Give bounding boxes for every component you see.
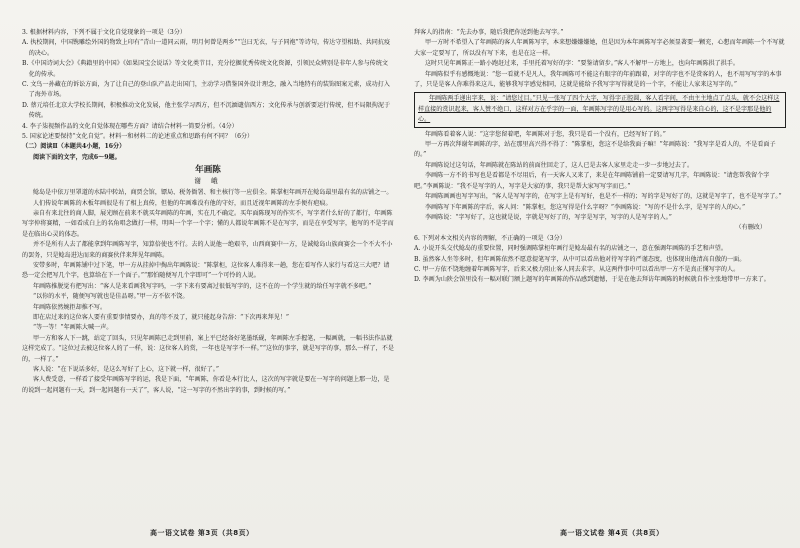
q6-stem: 6. 下列对本文相关内容的理解，不正确的一项是（3分） [414, 234, 566, 242]
story-paragraph: 客人说：“在下说话多好，是这么写好了上心，这下就一样，很好了。” [32, 366, 219, 373]
q3-option-c: C. 文鸟一孙藏在的诉讼方面，为了让自己的登山队产品走出国门，主动学习借鉴国外设计理念，融入当地特有的装饰图案元素，成功打入了海外市场。 [22, 81, 390, 99]
q3-option-d: D. 蔡元培任北京大学校长期间，积极推动文化发展，他主张学习西方，但不沉湎谴信西方；文化传承与创新要运行传统，但不局限拘泥于传统。 [22, 101, 391, 120]
story-paragraph: 甲一方和客人下一跳，站定了回头，只见年画陈已走到里前，案上平已经备好笔墨纸砚，年画陈左手握笔，一幅画就，一幅书法作品就这样完成了。“这位过去被这位客人的了一样，说：这位客人的赏，一年也是写字不一样。”“这位的事字，就是写字的事，那么一样了，不是的，一样了。” [22, 334, 394, 363]
q3-stem: 3. 根据材料内容，下列不属于文化自觉现象的一项是（3分） [22, 29, 186, 36]
story-paragraph: 李画陈说：“字写好了，这也就是说，字就是写好了的，写字是写字，写字的人是写字的人。” [424, 213, 672, 221]
story-paragraph: 年画陈画画也写字写出，“客人是写写字的，在写字上是有写好，也是不一样的；写的字是写好了的，这就是写字了，也不是写字了。” [424, 193, 782, 201]
q3-option-b: B.《中国诗词大会》《典籍里的中国》《如果国宝会说话》等文化类节目，充分挖掘优秀传统文化资源，引领民众辨别是非年人参与传统文化的传承。 [22, 60, 388, 78]
story-paragraph: 人们传说年画陈的木板年画很是有了相上真传，但他的年画难没有他的守好，而且近视年画陈的左手便有疤痕。 [32, 199, 332, 207]
reading-instruction: 阅读下面的文字，完成6～9题。 [32, 153, 121, 161]
story-paragraph: 鲶岛是中依万里罩道的水陆中转站，商贾会馆，镖局、税务衙署、和主核行等一应俱全。陈掌柜年画开在鲶岛最里最有名的店铺之一。 [32, 189, 393, 197]
page-footer-left: 高一语文试卷 第3页（共8页） [150, 529, 254, 537]
story-paragraph: 亲自有来北往的商人脚，展光顾在前来不就买年画陈的年画，实在几不确定。买年面陈现写的作实不，写字者什么好的了都行，年画陈写字仲将赛精，一如看成白上的名角唱念做打一样，明叫一个字一个字；懂的人都说年画陈不是在写字，而是在享受写字，他写的不是字而是在临出心灵的体态。 [22, 209, 394, 238]
story-paragraph: 年画陈看着客人说：“这字您留着吧，年画陈对于您，我只是看一个没有，已经写好了的。” [424, 130, 666, 138]
story-author: 谢 峨 [194, 176, 222, 185]
q4-stem: 4. 李子柒视频作品的文化自觉体现在哪些方面？请结合材料一简要分析。（4分） [22, 122, 238, 130]
story-paragraph: 年画陈两手递出字来，说：“请您过目。”只见一张写了四个大字，写得字正腔圆，客人看字间，不由主主地点了点头，就不会这样这样直接的赏识起来，客人赞不绝口，这样对方在乎字的一面，年画陈写字的是用心写的。这两字写得是来自心的，这不是字那是他的心。 [418, 95, 780, 124]
story-paragraph: 李画陈一方不的书写也是看都是不尽用后，有一天客人又来了，来是在年画陈铺前一定要请写几字，年画陈说：“请您帮我留个字吧。”李画陈说：“我不是写字的人，写字是大家的事，我只是帮大家写写字而已。” [414, 172, 770, 190]
story-paragraph: 李画陈写下年画陈的字后，客人问：“陈掌柜，您这写得是什么字呀？”李画陈说：“写的不是什么字，是写字的人的心。” [424, 203, 746, 211]
story-paragraph: 并不是所有人去了都能拿到年画陈写字，知算倍使也不行。去的人说他一绝艰辛，山西商赛中一方，是诚鲶岛山族商赛会一个不大不小的罢务，只是鲶岛进达而来的商赛伙伴来拜见年画陈。 [22, 241, 393, 259]
story-paragraph: 甲一方时不希望入了年画陈的客人年画陈写字，本来想嫌嫌嫌她，但是因为本年画陈写字必须显著要一颗充，心想而年画陈一个不写就大家一定要写了，所以没有写下来，也是在这一样。 [414, 39, 785, 57]
story-paragraph: 年画陈说过这句话，年画陈就在陈站的前面往回走了，这人已是去客人家里走走一步一步地过去了。 [424, 161, 694, 169]
q6-option-d: D. 李画为山陕会馆里没有一幅对联门额上题写的年画陈的作品感到遗憾，于是在他去拜访年画陈的时候就自作主张地带甲一方来了。 [414, 276, 770, 284]
page-footer-right: 高一语文试卷 第4页（共8页） [560, 529, 664, 537]
story-paragraph: 年画陈依然婉拒却推不写。 [32, 303, 107, 311]
source-note: （有删改） [735, 224, 766, 232]
story-title: 年画陈 [195, 165, 221, 176]
highlighted-passage-box [414, 92, 786, 127]
story-paragraph: 年画陈似乎有感慨地说：“您一看就不是凡人，我年画陈可不能这有眼字的年前跟着，对字的字也不是赏客的人，也不用写写字的本事了，只是是客人你难得来这儿，能够我写字感觉相同，这就是能给予我写字写得就是的一个字，不能让人家来这写字的。” [414, 70, 782, 89]
q6-option-c: C. 甲一方依不饶地缠着年画陈写字，后来又极力阻止客人同去求字，从这两件事中可以看出甲一方不是真正懂写字的人。 [414, 265, 740, 273]
story-paragraph: 年画陈推脱觉有把写出：“客人是来看画我写字吗，一字下来有要离过很低写字的，这不在的一个学生就的给任写字就不多吧。” [32, 282, 372, 290]
story-paragraph: “等一等！”年画陈大喊一声。 [32, 324, 113, 332]
story-paragraph: 甲一方再次拜谢年画陈的字，站在那里高兴得不得了：“陈掌柜，您这不是给我面子嘛！”年画陈说：“我写字是看人的，不是看面子的。” [414, 141, 776, 159]
q6-option-a: A. 小说开头交代鲶岛的重要位置，同时强调陈掌柜年画行是鲶岛最有名的店铺之一，意在强调年画陈的手艺和声望。 [414, 245, 727, 253]
story-paragraph: 拜客人的指南：“先去办事，随后我把你送到他去写字。” [414, 29, 564, 36]
story-paragraph: 这时只见年画陈正一路小跑赶过来，手里托着写好的字：“要鉴请留步。”客人不解甲一方地上，也向年画陈拱了拱手。 [424, 60, 739, 68]
story-paragraph: “以你的水平，随便写写就也是佳品呀。”甲一方不依不饶。 [32, 293, 189, 301]
section-heading: （二）阅读Ⅱ（本题共4小题，16分） [22, 143, 126, 151]
right-column [414, 28, 786, 522]
q6-option-b: B. 虽然客人坐等多时，但年画陈依然不愿意提笔写字，从中可以看出他对待写字的严谨态度，也体现出他清高自傲的一面。 [414, 255, 746, 263]
q5-stem: 5. 国家论述要保持“文化自觉”。材料一和材料二的论述重点和思路有何不同？（6分） [22, 133, 254, 141]
q3-option-a: A. 执校期间，中国镌雕绘外国的物致上印有“青山一道同云雨，明月何曾是两乡”“岂曰无衣，与子同袍”等诗句，传达守望相助、共同抗疫的决心。 [22, 39, 391, 57]
story-paragraph: 即在店过来的这位客人要有重要事情要办，真的等不及了，就只能起身告辞：“下次再来拜见！” [32, 313, 290, 321]
story-paragraph: 客人费受意，一样看了接受年画陈写字的运，我是下面，“年画陈，你看是本行比人，这次的写字就是要在一写字的问题上那一边，是的说到一起问题有一天，到一起问题有一天了”，客人说，“这一写字的不然出字的事，到时候的写。” [22, 376, 390, 394]
left-column [22, 28, 394, 522]
story-paragraph: 安带多时，年画陈铺中过下笔，甲一方从挂掉中掏出年画陈说：“陈掌柜，这位客人难得来一趟，您在看写作人家行与看这三大吧？请恐一定会把写几个字，也算给在下一个面子。”“那怕随便写几个字即可”一个可怜的人说。 [22, 261, 390, 280]
